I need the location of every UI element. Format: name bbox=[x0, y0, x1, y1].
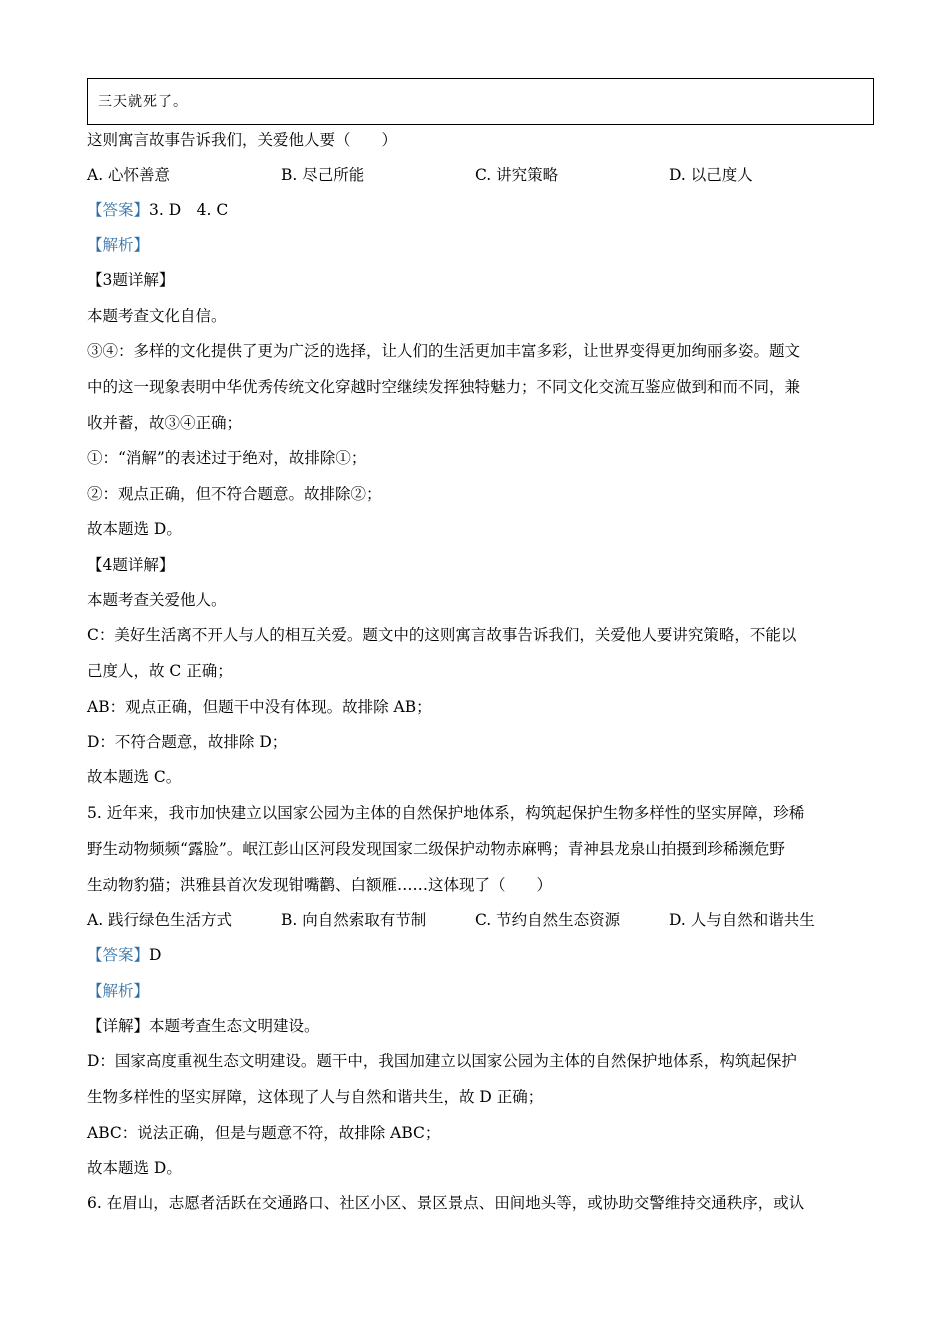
q5-detail-line: 故本题选 D。 bbox=[87, 1159, 182, 1177]
q4-line: 本题考查关爱他人。 bbox=[87, 591, 227, 609]
q4-line: AB：观点正确，但题干中没有体现。故排除 AB； bbox=[87, 698, 432, 716]
q4-option-d: D. 以己度人 bbox=[669, 166, 753, 184]
answer-label: 【答案】 bbox=[87, 946, 150, 964]
analysis-label: 【解析】 bbox=[87, 982, 150, 1000]
q3-detail-label: 【3题详解】 bbox=[87, 271, 175, 289]
q5-line: 生动物豹猫；洪雅县首次发现钳嘴鹳、白额雁……这体现了（ ） bbox=[87, 876, 553, 894]
q5-line: 野生动物频频“露脸”。岷江彭山区河段发现国家二级保护动物赤麻鸭；青神县龙泉山拍摄到珍稀濒危野 bbox=[87, 840, 785, 858]
q3-line: ③④：多样的文化提供了更为广泛的选择，让人们的生活更加丰富多彩，让世界变得更加绚丽多姿。题文 bbox=[87, 342, 801, 360]
q4-line: D：不符合题意，故排除 D； bbox=[87, 733, 288, 751]
q5-detail-line: ABC：说法正确，但是与题意不符，故排除 ABC； bbox=[87, 1124, 441, 1142]
q5-option-a: A. 践行绿色生活方式 bbox=[87, 911, 233, 929]
answer-text: D bbox=[149, 946, 162, 964]
q4-line: C：美好生活离不开人与人的相互关爱。题文中的这则寓言故事告诉我们，关爱他人要讲究策略，不能以 bbox=[87, 626, 797, 644]
q3-line: ①：“消解”的表述过于绝对，故排除①； bbox=[87, 449, 367, 467]
q6-line: 6. 在眉山，志愿者活跃在交通路口、社区小区、景区景点、田间地头等，或协助交警维持交通秩序，或认 bbox=[87, 1194, 805, 1212]
q4-line: 故本题选 C。 bbox=[87, 768, 182, 786]
q4-option-c: C. 讲究策略 bbox=[475, 166, 559, 184]
q5-option-d: D. 人与自然和谐共生 bbox=[669, 911, 815, 929]
q5-detail-line: 生物多样性的坚实屏障，这体现了人与自然和谐共生，故 D 正确； bbox=[87, 1088, 544, 1106]
answer-5 bbox=[87, 945, 161, 965]
q4-stem: 这则寓言故事告诉我们，关爱他人要（ ） bbox=[87, 131, 398, 149]
q3-line: 中的这一现象表明中华优秀传统文化穿越时空继续发挥独特魅力；不同文化交流互鉴应做到和而不同，兼 bbox=[87, 378, 801, 396]
q4-line: 己度人，故 C 正确； bbox=[87, 662, 233, 680]
q5-option-c: C. 节约自然生态资源 bbox=[475, 911, 621, 929]
q3-line: 收并蓄，故③④正确； bbox=[87, 414, 243, 432]
q3-line: 本题考查文化自信。 bbox=[87, 307, 227, 325]
q5-option-b: B. 向自然索取有节制 bbox=[281, 911, 427, 929]
q5-detail-line: D：国家高度重视生态文明建设。题干中，我国加建立以国家公园为主体的自然保护地体系，构筑起保护 bbox=[87, 1052, 797, 1070]
q3-line: ②：观点正确，但不符合题意。故排除②； bbox=[87, 485, 382, 503]
q5-detail-line: 【详解】本题考查生态文明建设。 bbox=[87, 1017, 320, 1035]
story-box-text: 三天就死了。 bbox=[98, 94, 188, 110]
q5-line: 5. 近年来，我市加快建立以国家公园为主体的自然保护地体系，构筑起保护生物多样性的坚实屏障，珍稀 bbox=[87, 804, 805, 822]
q4-option-b: B. 尽己所能 bbox=[281, 166, 365, 184]
analysis-label: 【解析】 bbox=[87, 236, 150, 254]
story-box bbox=[87, 78, 874, 125]
answer-label: 【答案】 bbox=[87, 201, 150, 219]
q4-option-a: A. 心怀善意 bbox=[87, 166, 171, 184]
answer-34 bbox=[87, 200, 228, 220]
q3-line: 故本题选 D。 bbox=[87, 520, 182, 538]
answer-text: 3. D 4. C bbox=[149, 201, 229, 219]
q4-detail-label: 【4题详解】 bbox=[87, 556, 175, 574]
